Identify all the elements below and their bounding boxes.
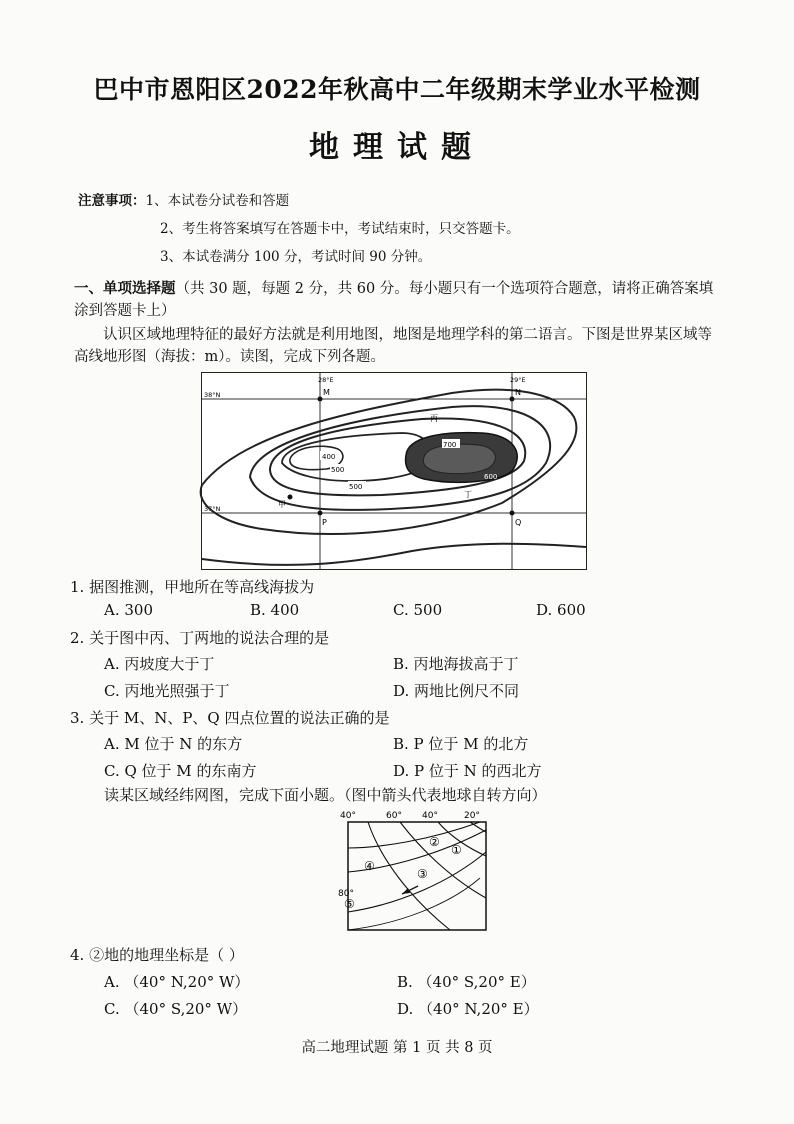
section-desc: （共 30 题，每题 2 分，共 60 分。每小题只有一个选项符合题意，请将正确答案填涂到答题卡上） <box>74 281 714 319</box>
q4-option-b: B. （40° S,20° E） <box>397 973 536 991</box>
point-jia: 甲 <box>278 500 286 509</box>
point-N: N <box>515 388 521 397</box>
q2-option-a: A. 丙坡度大于丁 <box>104 655 215 673</box>
q1-option-a: A. 300 <box>104 601 153 619</box>
q3-option-d: D. P 位于 N 的西北方 <box>393 762 542 780</box>
lat-label-bottom: 37°N <box>204 505 221 513</box>
exam-title: 巴中市恩阳区2022年秋高中二年级期末学业水平检测 <box>93 75 701 104</box>
q2-option-b: B. 丙地海拔高于丁 <box>393 655 519 673</box>
graticule-map <box>340 808 490 933</box>
map2-instruction: 读某区域经纬网图，完成下面小题。（图中箭头代表地球自转方向） <box>104 786 547 804</box>
point-3: ③ <box>417 867 428 881</box>
lon-label-right: 29°E <box>510 376 526 384</box>
top-label-40b: 40° <box>422 811 438 821</box>
page-footer: 高二地理试题 第 1 页 共 8 页 <box>301 1040 493 1056</box>
q1-option-b: B. 400 <box>250 601 300 619</box>
question-3: 3. 关于 M、N、P、Q 四点位置的说法正确的是 <box>70 709 390 727</box>
note-item-3: 3、本试卷满分 100 分，考试时间 90 分钟。 <box>160 249 432 265</box>
question-1: 1. 据图推测，甲地所在等高线海拔为 <box>70 578 315 596</box>
point-Q: Q <box>515 518 522 527</box>
point-P: P <box>322 518 327 527</box>
contour-map <box>201 372 587 570</box>
contour-label-500-inner: 500 <box>331 466 345 474</box>
point-5: ⑤ <box>344 897 355 911</box>
question-2: 2. 关于图中丙、丁两地的说法合理的是 <box>70 629 330 647</box>
contour-label-500-outer: 500 <box>349 483 363 491</box>
point-M: M <box>323 388 330 397</box>
left-label-80: 80° <box>338 889 354 899</box>
point-4: ④ <box>364 859 375 873</box>
note-item-2: 2、考生将答案填写在答题卡中，考试结束时，只交答题卡。 <box>160 221 520 237</box>
point-ding: 丁 <box>464 490 472 499</box>
section-title: 一、单项选择题 <box>74 281 176 297</box>
q2-option-c: C. 丙地光照强于丁 <box>104 682 230 700</box>
contour-label-400: 400 <box>322 453 336 461</box>
lon-label-left: 28°E <box>318 376 334 384</box>
subject-title: 地理试题 <box>309 130 485 165</box>
notes-block <box>78 190 520 274</box>
q2-option-d: D. 两地比例尺不同 <box>393 682 520 700</box>
point-1: ① <box>451 843 462 857</box>
lat-label-top: 38°N <box>204 391 221 399</box>
section-heading <box>74 278 724 322</box>
contour-label-600: 600 <box>484 473 498 481</box>
q4-option-a: A. （40° N,20° W） <box>104 973 250 991</box>
intro-paragraph: 认识区域地理特征的最好方法就是利用地图，地图是地理学科的第二语言。下图是世界某区域等高线地形图（海拔：m）。读图，完成下列各题。 <box>74 327 712 365</box>
top-label-40a: 40° <box>340 811 356 821</box>
q4-option-d: D. （40° N,20° E） <box>397 1000 539 1018</box>
note-item-1: 1、本试卷分试卷和答题 <box>145 193 290 209</box>
q3-option-c: C. Q 位于 M 的东南方 <box>104 762 257 780</box>
q1-option-d: D. 600 <box>536 601 586 619</box>
q1-option-c: C. 500 <box>393 601 443 619</box>
q3-option-b: B. P 位于 M 的北方 <box>393 735 529 753</box>
notes-label: 注意事项： <box>78 193 146 209</box>
point-2: ② <box>429 835 440 849</box>
point-bing: 丙 <box>430 414 438 423</box>
top-label-20: 20° <box>464 811 480 821</box>
top-label-60: 60° <box>386 811 402 821</box>
q3-option-a: A. M 位于 N 的东方 <box>104 735 243 753</box>
q4-option-c: C. （40° S,20° W） <box>104 1000 248 1018</box>
contour-label-700: 700 <box>443 441 457 449</box>
question-4: 4. ②地的地理坐标是（ ） <box>70 946 244 964</box>
